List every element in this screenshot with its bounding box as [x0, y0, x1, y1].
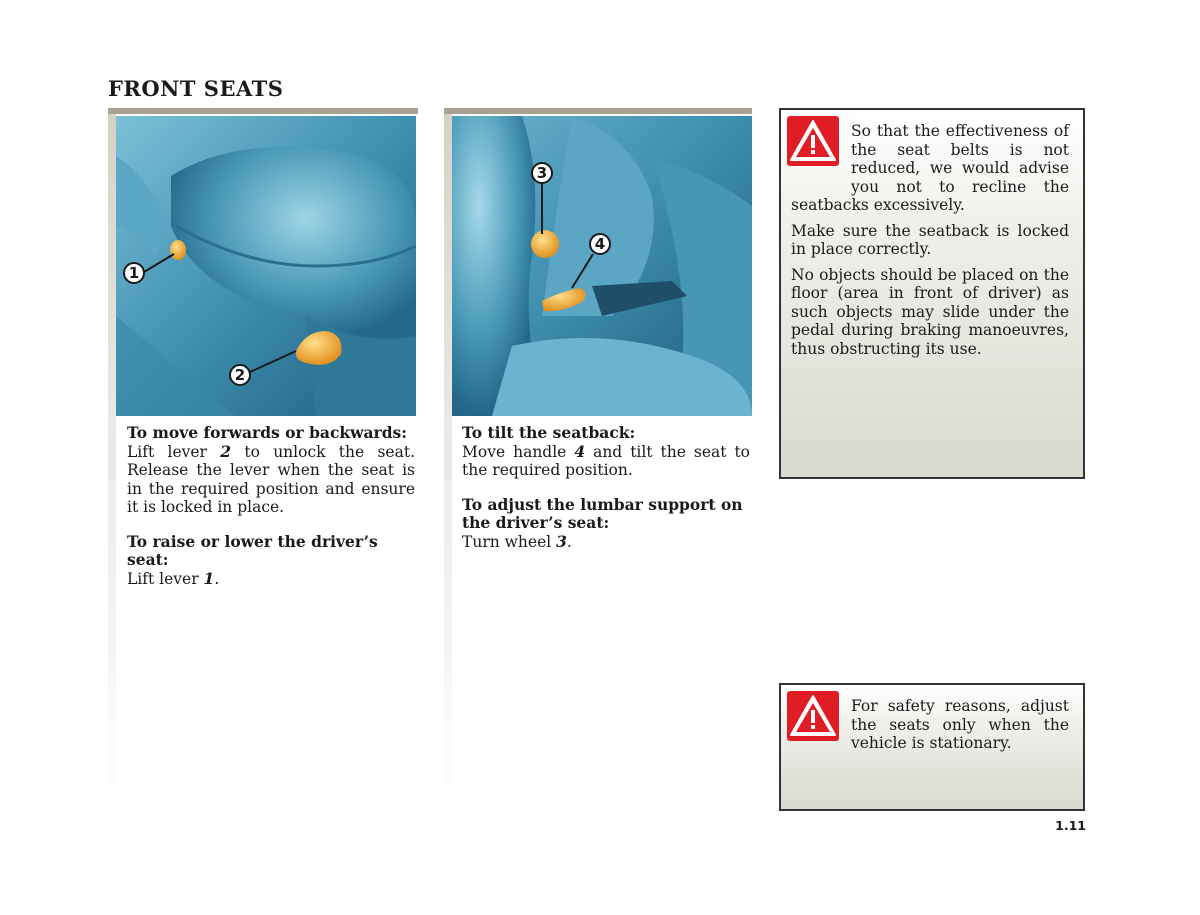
- section-heading: To move forwards or backwards:: [127, 423, 407, 442]
- section-body: Turn wheel 3.: [462, 531, 572, 551]
- warning-paragraph: Make sure the seatback is locked in place correctly.: [791, 221, 1069, 258]
- page-title: FRONT SEATS: [108, 76, 284, 101]
- warning-paragraph: For safety reasons, adjust the seats only when the vehicle is stationary.: [851, 697, 1069, 752]
- warning-paragraph: So that the effectiveness of the seat belts is not reduced, we would advise you not to recline the seatbacks excessively.: [791, 122, 1069, 214]
- section-body: Move handle 4 and tilt the seat to the required position.: [462, 441, 750, 479]
- callout-1-label: 1: [128, 264, 140, 282]
- left-instructions: [127, 424, 415, 604]
- warning-triangle-icon: [787, 691, 839, 741]
- seat-photo-lower: [116, 116, 416, 416]
- page-number: 1.11: [1055, 818, 1086, 833]
- section-heading: To adjust the lumbar support on the driver’s seat:: [462, 494, 743, 532]
- warning-box-seatbelts: [779, 108, 1085, 479]
- callout-4-label: 4: [594, 235, 606, 253]
- callout-3-label: 3: [536, 164, 548, 182]
- left-column: [108, 108, 418, 808]
- callout-3-badge: [532, 163, 552, 183]
- section-heading: To tilt the seatback:: [462, 423, 636, 442]
- section-heading: To raise or lower the driver’s seat:: [127, 531, 378, 569]
- callout-2-label: 2: [234, 366, 246, 384]
- section-body: Lift lever 1.: [127, 568, 220, 588]
- callout-2-badge: [230, 365, 250, 385]
- seat-photo-backrest: [452, 116, 752, 416]
- middle-column: [444, 108, 752, 808]
- section-body: Lift lever 2 to unlock the seat. Release the lever when the seat is in the required position and ensure it is locked in place.: [127, 441, 415, 516]
- callout-1-badge: [124, 263, 144, 283]
- warning-triangle-icon: [787, 116, 839, 166]
- warning-paragraph: No objects should be placed on the floor (area in front of driver) as such objects may slide under the pedal during braking manoeuvres, thus obstructing its use.: [791, 265, 1069, 358]
- warning-box-stationary: [779, 683, 1085, 811]
- middle-instructions: [462, 424, 750, 567]
- callout-4-badge: [590, 234, 610, 254]
